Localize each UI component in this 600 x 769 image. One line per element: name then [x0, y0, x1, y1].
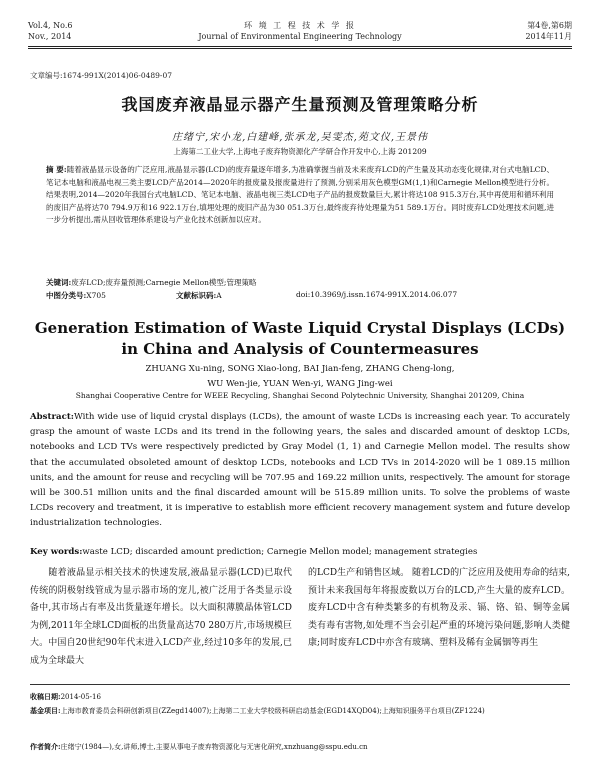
keywords-cn-label: 关键词:	[46, 278, 72, 287]
abstract-cn	[46, 164, 554, 227]
header-date-cn: 2014年11月	[525, 32, 572, 41]
body-column-left	[30, 565, 292, 670]
abstract-en	[30, 410, 570, 532]
abstract-en-label: Abstract:	[30, 412, 74, 422]
fund-label: 基金项目:	[30, 706, 61, 715]
header-volume-cn: 第4卷,第6期	[527, 21, 572, 30]
title-en-line1: Generation Estimation of Waste Liquid Crystal Displays (LCDs)	[34, 319, 566, 337]
doc-code-label: 文献标识码:	[176, 291, 217, 300]
doi-label: doi:	[296, 290, 311, 299]
footnote-author	[30, 740, 570, 754]
header-center	[0, 20, 600, 42]
classification-row	[46, 290, 554, 301]
affiliation-en: Shanghai Cooperative Centre for WEEE Recycling, Shanghai Second Polytechnic University, Shanghai 201209, China	[75, 391, 525, 400]
body-left-text: 随着液晶显示相关技术的快速发展,液晶显示器(LCD)已取代传统的阴极射线管成为显示器市场的宠儿,被广泛用于各类显示设备中,其市场占有率及出货量逐年增长。以大面积薄膜晶体管LCD为例,2011年全球LCD面板的出货量高达70 280万片,市场规模巨大。中国自20世纪90年代末进入LCD产业,经过10多年的发展,已成为全球最大	[30, 568, 292, 666]
header-rule	[28, 46, 572, 49]
header-right	[525, 20, 572, 42]
header-date: Nov., 2014	[28, 32, 72, 41]
keywords-cn	[46, 277, 554, 288]
doi-value: 10.3969/j.issn.1674-991X.2014.06.077	[310, 290, 458, 299]
abstract-en-text: With wide use of liquid crystal displays (LCDs), the amount of waste LCDs is increasing each year. To accurately grasp the amount of waste LCDs and its trend in the following years, the sales and discarded amount of desktop LCDs, notebooks and LCD TVs were respectively predicted by Gray Model (1, 1) and Carnegie Mellon model. The results show that the accumulated obsoleted amount of desktop LCDs, notebooks and LCD TVs in 2014-2020 will be 1 089.15 million units, and the amount for reuse and recycling will be 707.95 and 169.22 million units, respectively. The amount for storage will be 300.51 million units and the final discarded amount will be 515.89 million units. To solve the problems of waste LCDs recovery and treatment, it is imperative to establish more efficient recovery management system and future develop industrialization technologies.	[30, 412, 570, 529]
keywords-en	[30, 547, 570, 557]
authors-en-line2: WU Wen-jie, YUAN Wen-yi, WANG Jing-wei	[207, 379, 393, 389]
body-right-text: 的LCD生产和销售区域。 随着LCD的广泛应用及使用寿命的结束,预计未来我国每年将报废数以万台的LCD,产生大量的废弃LCD。废弃LCD中含有种类繁多的有机物及汞、镉、铬、铅、铜等金属类有毒有害物,如处理不当会引起严重的环境污染问题,影响人类健康;同时废弃LCD中亦含有玻璃、塑料及稀有金属铟等再生	[308, 568, 570, 648]
authors-cn: 庄绪宁,宋小龙,白建峰,张承龙,吴雯杰,苑文仪,王景伟	[171, 132, 429, 143]
received-value: 2014-05-16	[60, 693, 101, 701]
cls-label: 中图分类号:	[46, 291, 87, 300]
footnote-received	[30, 690, 570, 704]
title-en	[0, 318, 600, 360]
cls-value: X705	[86, 291, 106, 300]
footnote-fund	[30, 704, 570, 718]
author-label: 作者简介:	[30, 742, 61, 751]
authors-en	[0, 362, 600, 392]
title-en-line2: in China and Analysis of Countermeasures	[121, 340, 479, 358]
keywords-en-text: waste LCD; discarded amount prediction; Carnegie Mellon model; management strategies	[82, 547, 478, 557]
header-volume: Vol.4, No.6	[28, 21, 73, 30]
authors-en-line1: ZHUANG Xu-ning, SONG Xiao-long, BAI Jian-feng, ZHANG Cheng-long,	[145, 364, 455, 374]
footnote-rule	[30, 684, 570, 685]
body-column-right	[308, 565, 570, 653]
author-value: 庄绪宁(1984—),女,讲师,博士,主要从事电子废弃物资源化与无害化研究,xnzhuang@sspu.edu.cn	[60, 743, 368, 751]
keywords-cn-text: 废弃LCD;废弃量预测;Carnegie Mellon模型;管理策略	[71, 278, 257, 287]
fund-value: 上海市教育委员会科研创新项目(ZZegd14007);上海第二工业大学校级科研启动基金(EGD14XQD04);上海知识服务平台项目(ZF1224)	[60, 707, 485, 715]
affiliation-cn: 上海第二工业大学,上海电子废弃物资源化产学研合作开发中心,上海 201209	[173, 147, 427, 156]
title-cn: 我国废弃液晶显示器产生量预测及管理策略分析	[121, 95, 479, 114]
journal-name-cn: 环 境 工 程 技 术 学 报	[244, 21, 356, 30]
received-label: 收稿日期:	[30, 692, 61, 701]
abstract-cn-label: 摘 要:	[46, 165, 67, 174]
abstract-cn-text: 随着液晶显示设备的广泛应用,液晶显示器(LCD)的废弃量逐年增多,为准确掌握当前及未来废弃LCD的产生量及其动态变化规律,对台式电脑LCD、笔记本电脑和液晶电视三类主要LCD产品2014—2020年的报废量及报废量进行了预测,分别采用灰色模型GM(1,1)和Carnegie Mellon模型进行分析。结果表明,2014—2020年我国台式电脑LCD、笔记本电脑、液晶电视三类LCD电子产品的报废数量巨大,累计将达108 915.3万台,其中再使用和循环利用的废旧产品将达70 794.9万和16 922.1万台,填埋处理的废旧产品为30 051.3万台,最终废弃待处理量为51 589.1万台。同时废弃LCD处理技术问题,进一步分析提出,需从回收管理体系建设与产业化技术创新加以应对。	[46, 165, 554, 225]
doc-code-value: A	[216, 291, 222, 300]
keywords-en-label: Key words:	[30, 547, 83, 557]
journal-name-en: Journal of Environmental Engineering Technology	[198, 32, 402, 41]
article-number: 文章编号:1674-991X(2014)06-0489-07	[30, 71, 172, 80]
